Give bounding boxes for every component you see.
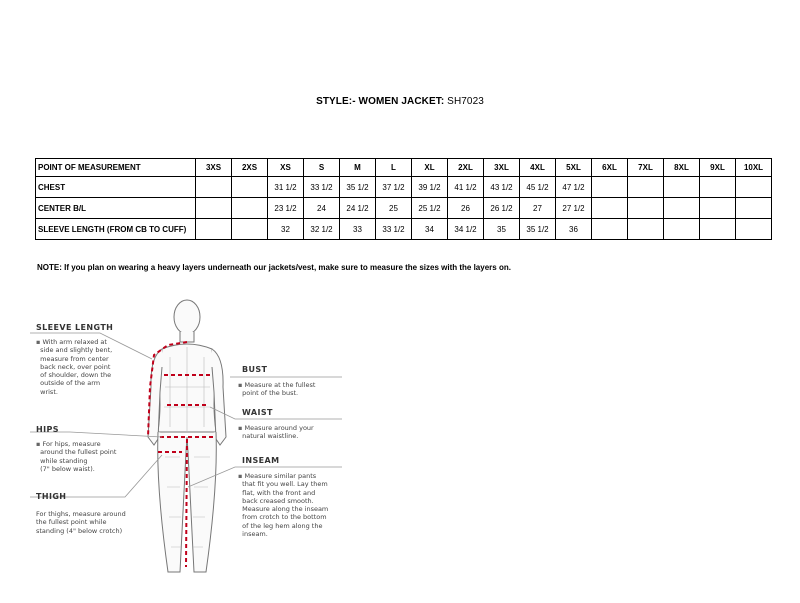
measurement-cell [628,219,664,240]
bullet-icon: ▪ [36,338,41,346]
inseam-line: back creased smooth. [242,496,314,505]
sleeve-line: of shoulder, down the [40,371,112,380]
table-row [36,198,772,219]
sleeve-line: wrist. [40,387,58,396]
size-header-cell: 9XL [700,159,736,177]
inseam-line: that fit you well. Lay them [242,480,328,489]
inseam-title: INSEAM [242,456,280,465]
measurement-cell [664,198,700,219]
measurement-cell [196,219,232,240]
size-header-cell: XS [268,159,304,177]
measurement-label: CHEST [36,177,196,198]
sleeve-length-title: SLEEVE LENGTH [36,323,114,332]
measurement-guide [30,287,360,587]
bullet-icon: ▪ [238,424,243,432]
measurement-cell [736,198,772,219]
thigh-line: the fullest point while [36,518,107,527]
measurement-cell [700,219,736,240]
sleeve-line: side and slightly bent, [40,346,113,355]
hips-line: For hips, measure [42,440,101,448]
table-row [36,219,772,240]
measurement-cell [232,198,268,219]
measurement-cell: 24 [304,198,340,219]
measurement-cell: 39 1/2 [412,177,448,198]
measurement-cell [736,219,772,240]
measurement-cell: 24 1/2 [340,198,376,219]
hips-line: around the fullest point [40,448,117,457]
figure-right-leg [187,432,216,572]
bust-line: Measure at the fullest [244,381,316,389]
layering-note: NOTE: If you plan on wearing a heavy layers underneath our jackets/vest, make sure to measure the sizes with the layers on. [37,263,511,272]
sleeve-line: back neck, over point [40,362,111,371]
table-header-row [36,159,772,177]
size-header-cell: 7XL [628,159,664,177]
inseam-desc [238,472,356,538]
measurement-cell [592,177,628,198]
measurement-cell: 26 [448,198,484,219]
measurement-cell: 27 [520,198,556,219]
measurement-cell: 33 [340,219,376,240]
waist-line: natural waistline. [242,432,299,441]
waist-line: Measure around your [244,424,314,432]
inseam-line: Measure similar pants [244,472,317,480]
measurement-cell: 26 1/2 [484,198,520,219]
measurement-cell: 35 1/2 [520,219,556,240]
measurement-cell [664,219,700,240]
measurement-cell: 35 1/2 [340,177,376,198]
hips-title: HIPS [36,425,59,434]
measurement-cell: 34 [412,219,448,240]
bullet-icon: ▪ [238,381,243,389]
thigh-line: standing (4" below crotch) [36,526,123,535]
style-line [0,96,800,107]
measurement-cell [628,198,664,219]
size-header-cell: 10XL [736,159,772,177]
measurement-cell [628,177,664,198]
size-header-cell: 6XL [592,159,628,177]
measurement-cell: 41 1/2 [448,177,484,198]
table-row [36,177,772,198]
bullet-icon: ▪ [238,472,243,480]
size-chart-table [35,158,772,240]
measurement-cell: 37 1/2 [376,177,412,198]
measurement-cell: 31 1/2 [268,177,304,198]
measurement-cell [592,219,628,240]
measurement-label: SLEEVE LENGTH (FROM CB TO CUFF) [36,219,196,240]
bust-line: point of the bust. [242,389,299,398]
inseam-line: from crotch to the bottom [242,513,327,522]
measurement-label: CENTER B/L [36,198,196,219]
measurement-cell: 34 1/2 [448,219,484,240]
size-header-cell: 3XL [484,159,520,177]
inseam-line: Measure along the inseam [242,505,329,514]
bust-desc [238,381,348,398]
hips-line: (7" below waist). [40,464,95,473]
waist-title: WAIST [242,408,273,417]
measurement-cell [700,177,736,198]
sleeve-line: outside of the arm [40,379,101,388]
size-header-cell: 4XL [520,159,556,177]
thigh-line: For thighs, measure around [36,510,126,518]
measurement-cell [736,177,772,198]
measurement-cell: 45 1/2 [520,177,556,198]
measurement-cell: 33 1/2 [304,177,340,198]
size-header-cell: 5XL [556,159,592,177]
style-label: STYLE:- WOMEN JACKET: [316,96,445,107]
figure-head [174,300,200,334]
waist-desc [238,424,348,441]
sleeve-line: measure from center [40,354,109,363]
measurement-cell [592,198,628,219]
measurement-cell: 35 [484,219,520,240]
measurement-cell: 23 1/2 [268,198,304,219]
hips-desc [36,440,151,473]
hips-line: while standing [40,456,88,465]
measurement-cell [664,177,700,198]
size-header-cell: 8XL [664,159,700,177]
size-header-cell: XL [412,159,448,177]
measurement-cell: 43 1/2 [484,177,520,198]
measurement-cell: 32 1/2 [304,219,340,240]
size-header-cell: 2XL [448,159,484,177]
sleeve-line: With arm relaxed at [42,338,107,346]
size-header-cell: 2XS [232,159,268,177]
measurement-cell [700,198,736,219]
thigh-title: THIGH [36,492,67,501]
measurement-cell: 36 [556,219,592,240]
measurement-cell [232,177,268,198]
inseam-line: of the leg hem along the [242,521,323,530]
measurement-cell [196,198,232,219]
measurement-cell: 25 1/2 [412,198,448,219]
size-header-cell: 3XS [196,159,232,177]
header-point-of-measurement: POINT OF MEASUREMENT [36,159,196,177]
size-header-cell: M [340,159,376,177]
measurement-cell: 27 1/2 [556,198,592,219]
inseam-line: flat, with the front and [242,488,316,497]
size-header-cell: L [376,159,412,177]
measurement-cell: 32 [268,219,304,240]
style-code: SH7023 [447,96,484,107]
measurement-cell: 33 1/2 [376,219,412,240]
size-header-cell: S [304,159,340,177]
waist-leader [210,407,342,419]
measurement-cell [196,177,232,198]
thigh-desc [36,510,156,535]
measurement-cell: 25 [376,198,412,219]
sleeve-length-desc [36,338,146,396]
figure-neck [180,332,194,342]
inseam-line: inseam. [242,530,268,539]
measurement-cell: 47 1/2 [556,177,592,198]
bust-title: BUST [242,365,268,374]
measurement-cell [232,219,268,240]
bullet-icon: ▪ [36,440,41,448]
